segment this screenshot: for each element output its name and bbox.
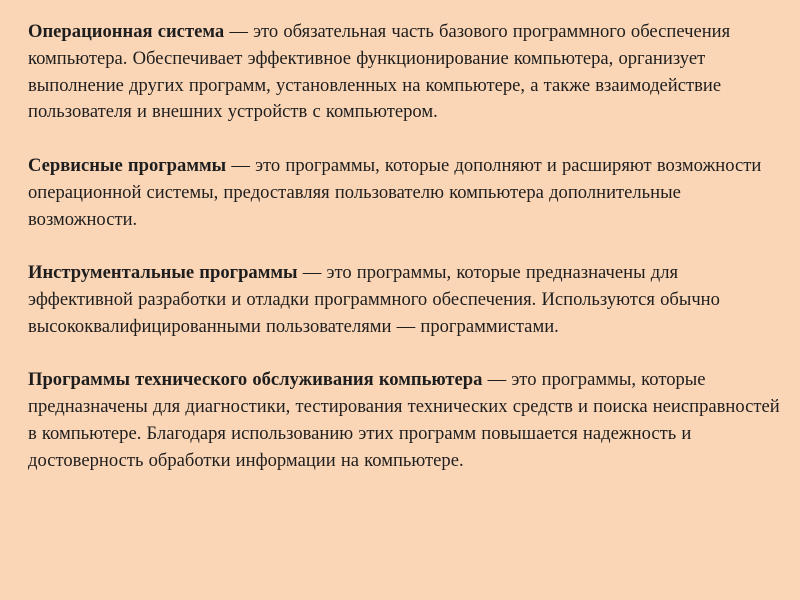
term-service-programs: Сервисные программы — [28, 154, 227, 176]
definition-tool-programs: — это программы, которые предназначены для эффективной разработки и отладки программного обеспечения. Используются обычно высококвалифицированными пользователями — программистами. — [28, 262, 720, 337]
term-maintenance-programs: Программы технического обслуживания компьютера — [28, 369, 483, 391]
term-tool-programs: Инструментальные программы — [28, 262, 298, 284]
definition-maintenance-programs: — это программы, которые предназначены для диагностики, тестирования технических средств и поиска неисправностей в компьютере. Благодаря использованию этих программ повышается надежность и достоверность обработки информации на компьютере. — [28, 369, 780, 471]
paragraph-maintenance-programs — [28, 367, 780, 474]
definition-operating-system: — это обязательная часть базового программного обеспечения компьютера. Обеспечивает эффективное функционирование компьютера, организует выполнение других программ, установленных на компьютере, а также взаимодействие пользователя и внешних устройств с компьютером. — [28, 21, 731, 123]
definition-service-programs: — это программы, которые дополняют и расширяют возможности операционной системы, предоставляя пользователю компьютера дополнительные возможности. — [28, 154, 762, 230]
paragraph-operating-system — [28, 19, 780, 126]
term-operating-system: Операционная система — [28, 21, 225, 42]
paragraph-service-programs — [28, 153, 780, 233]
paragraph-tool-programs — [28, 260, 780, 340]
